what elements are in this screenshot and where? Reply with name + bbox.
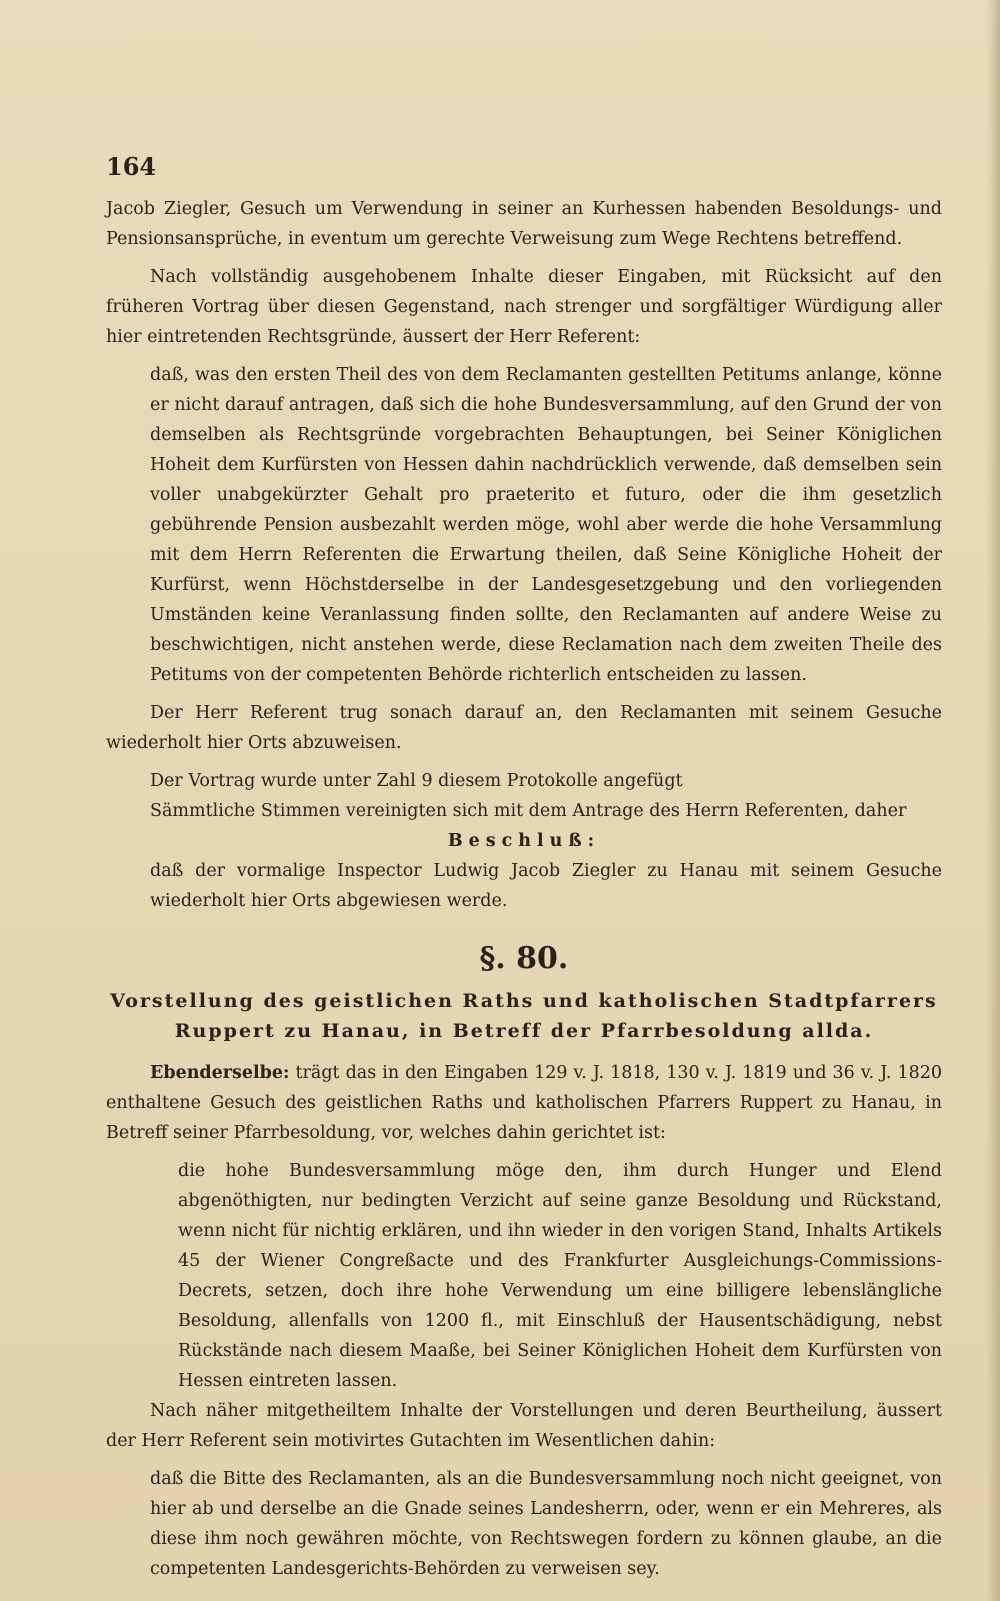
paragraph-report-intro: Nach vollständig ausgehobenem Inhalte dieser Eingaben, mit Rücksicht auf den früheren Vortrag über diesen Gegenstand, nach strenger und sorgfältiger Würdigung aller hier eintretenden Rechtsgründe, äussert der Herr Referent: (106, 267, 942, 347)
paragraph-votes: Sämmtliche Stimmen vereinigten sich mit dem Antrage des Herrn Referenten, daher (150, 801, 907, 821)
section-heading-line-1: Vorstellung des geistlichen Raths und katholischen Stadtpfarrers (110, 990, 938, 1012)
speaker-lead: Ebenderselbe: (150, 1063, 290, 1083)
paragraph-protocol-note: Der Vortrag wurde unter Zahl 9 diesem Protokolle angefügt (150, 771, 683, 791)
paragraph-referent-motion: Der Herr Referent trug sonach darauf an, den Reclamanten mit seinem Gesuche wiederholt hier Orts abzuweisen. (106, 703, 942, 753)
page-content (106, 194, 942, 1584)
section-heading (106, 986, 942, 1046)
paragraph-resolution: daß der vormalige Inspector Ludwig Jacob Ziegler zu Hanau mit seinem Gesuche wiederholt hier Orts abgewiesen werde. (150, 861, 942, 911)
paragraph-opinion: daß die Bitte des Reclamanten, als an die Bundesversammlung noch nicht geeignet, von hier ab und derselbe an die Gnade seines Landesherrn, oder, wenn er ein Mehreres, als diese ihm noch gewähren möchte, von Rechtswegen fordern zu können glaube, an die competenten Landesgerichts-Behörden zu verweisen sey. (150, 1469, 942, 1579)
section-heading-line-2: Ruppert zu Hanau, in Betreff der Pfarrbesoldung allda. (174, 1020, 874, 1042)
paragraph-petition: die hohe Bundesversammlung möge den, ihm durch Hunger und Elend abgenöthigten, nur bedingten Verzicht auf seine ganze Besoldung und Rückstand, wenn nicht für nichtig erklären, und ihn wieder in den vorigen Stand, Inhalts Artikels 45 der Wiener Congreßacte und des Frankfurter Ausgleichungs-Commissions-Decrets, setzen, doch ihre hohe Verwendung um eine billigere lebenslängliche Besoldung, allenfalls von 1200 fl., mit Einschluß der Hausentschädigung, nebst Rückstände nach diesem Maaße, bei Seiner Königlichen Hoheit dem Kurfürsten von Hessen eintreten lassen. (178, 1161, 942, 1391)
beschluss-heading: Beschluß: (447, 831, 601, 851)
page-edge-shadow (986, 0, 1000, 1601)
section-intro-text: trägt das in den Eingaben 129 v. J. 1818, 130 v. J. 1819 und 36 v. J. 1820 enthaltene Gesuch des geistlichen Raths und katholischen Pfarrers Ruppert zu Hanau, in Betreff seiner Pfarrbesoldung, vor, welches dahin gerichtet ist: (106, 1063, 942, 1143)
paragraph-subject: Jacob Ziegler, Gesuch um Verwendung in seiner an Kurhessen habenden Besoldungs- und Pensionsansprüche, in eventum um gerechte Verweisung zum Wege Rechtens betreffend. (106, 199, 942, 249)
paragraph-section-intro (106, 1058, 942, 1148)
paragraph-assessment: Nach näher mitgetheiltem Inhalte der Vorstellungen und deren Beurtheilung, äussert der Herr Referent sein motivirtes Gutachten im Wesentlichen dahin: (106, 1401, 942, 1451)
section-number: §. 80. (479, 941, 569, 976)
page-number: 164 (106, 152, 157, 181)
paragraph-referent-opinion: daß, was den ersten Theil des von dem Reclamanten gestellten Petitums anlange, könne er nicht darauf antragen, daß sich die hohe Bundesversammlung, auf den Grund der von demselben als Rechtsgründe vorgebrachten Behauptungen, bei Seiner Königlichen Hoheit dem Kurfürsten von Hessen dahin nachdrücklich verwende, daß demselben sein voller unabgekürzter Gehalt pro praeterito et futuro, oder die ihm gesetzlich gebührende Pension ausbezahlt werden möge, wohl aber werde die hohe Versammlung mit dem Herrn Referenten die Erwartung theilen, daß Seine Königliche Hoheit der Kurfürst, wenn Höchstderselbe in der Landesgesetzgebung und den vorliegenden Umständen keine Veranlassung finden sollte, den Reclamanten auf andere Weise zu beschwichtigen, nicht anstehen werde, diese Reclamation nach dem zweiten Theile des Petitums von der competenten Behörde richterlich entscheiden zu lassen. (150, 365, 942, 685)
